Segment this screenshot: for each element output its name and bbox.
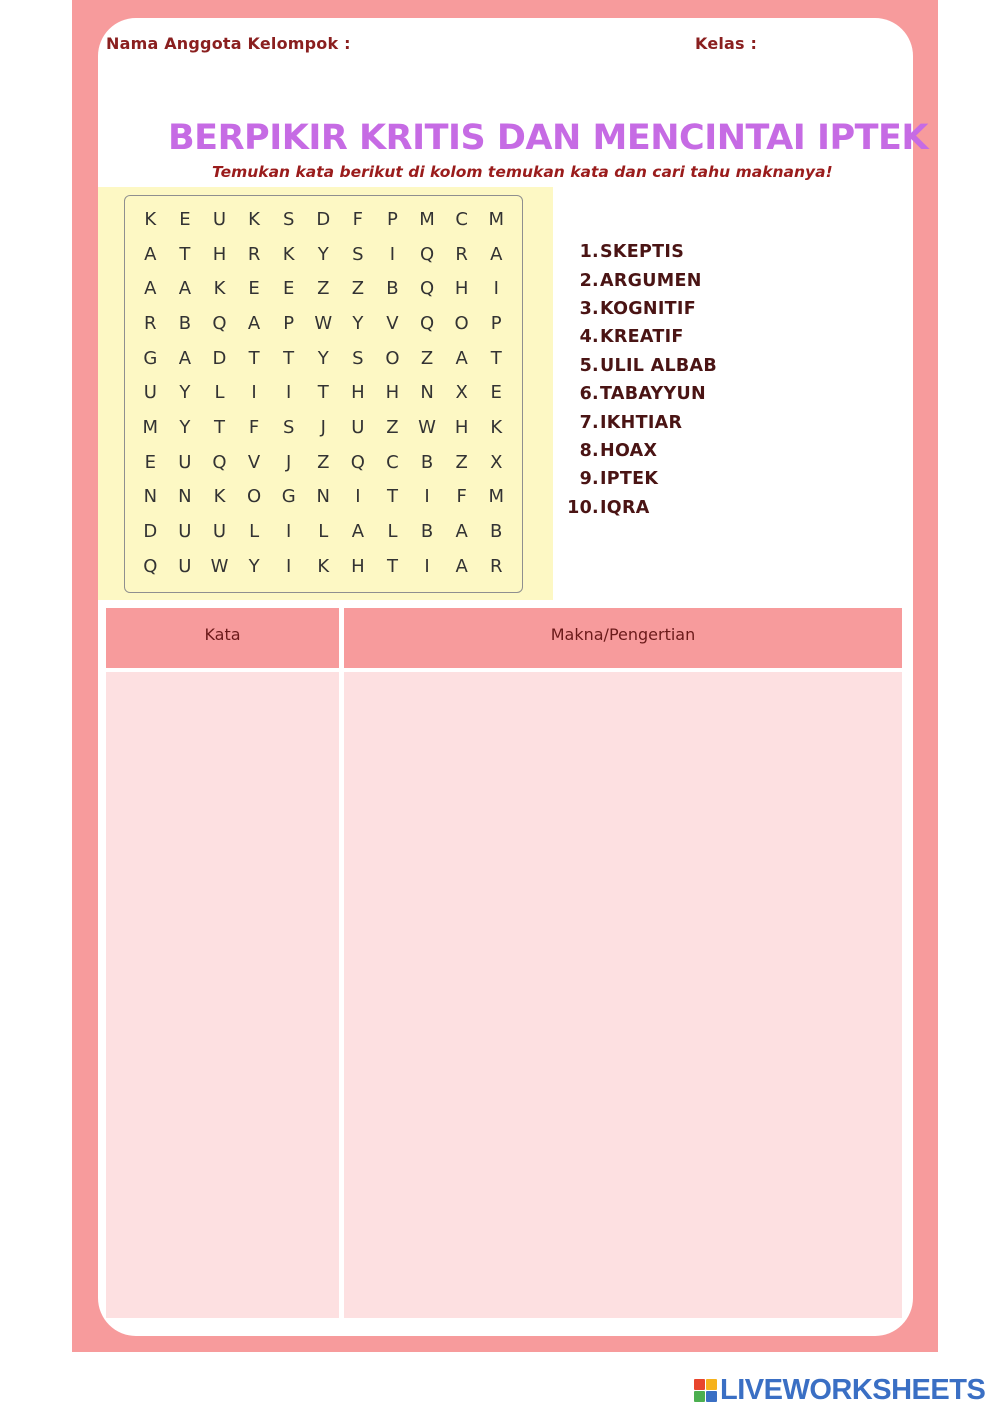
word-list-item <box>562 352 717 380</box>
puzzle-cell[interactable]: K <box>144 208 157 230</box>
column-header-meaning: Makna/Pengertian <box>344 608 902 668</box>
puzzle-cell[interactable]: A <box>455 521 468 543</box>
puzzle-cell[interactable]: W <box>210 555 229 577</box>
puzzle-cell[interactable]: B <box>178 312 192 334</box>
word-text: IKHTIAR <box>600 412 683 433</box>
puzzle-cell[interactable]: C <box>386 451 399 473</box>
puzzle-cell[interactable]: F <box>352 208 364 230</box>
logo-square <box>694 1379 705 1390</box>
puzzle-cell[interactable]: V <box>386 312 399 334</box>
puzzle-cell[interactable]: Q <box>419 243 435 265</box>
puzzle-cell[interactable]: O <box>454 312 469 334</box>
puzzle-cell[interactable]: M <box>419 208 435 230</box>
word-list-item <box>562 408 717 436</box>
puzzle-cell[interactable]: J <box>320 416 326 438</box>
puzzle-cell[interactable]: Y <box>179 382 191 404</box>
puzzle-cell[interactable]: P <box>490 312 502 334</box>
group-members-label: Nama Anggota Kelompok : <box>106 34 351 53</box>
puzzle-cell[interactable]: A <box>144 243 157 265</box>
puzzle-cell[interactable]: I <box>355 486 361 508</box>
word-list <box>562 238 717 522</box>
puzzle-cell[interactable]: Q <box>143 555 158 577</box>
puzzle-cell[interactable]: M <box>488 208 504 230</box>
puzzle-cell[interactable]: K <box>317 555 330 577</box>
word-number: 10. <box>567 497 599 518</box>
puzzle-cell[interactable]: X <box>455 382 468 404</box>
puzzle-cell[interactable]: F <box>248 416 260 438</box>
puzzle-cell[interactable]: T <box>317 382 329 404</box>
puzzle-cell[interactable]: S <box>352 243 364 265</box>
puzzle-cell[interactable]: G <box>281 486 296 508</box>
word-number: 5. <box>579 355 599 376</box>
puzzle-cell[interactable]: U <box>212 208 227 230</box>
puzzle-cell[interactable]: Z <box>420 347 434 369</box>
puzzle-cell[interactable]: I <box>424 555 430 577</box>
puzzle-cell[interactable]: U <box>143 382 157 404</box>
word-answer-cell[interactable] <box>106 672 339 1318</box>
brand-name: LIVEWORKSHEETS <box>720 1374 986 1406</box>
puzzle-cell[interactable]: K <box>248 208 260 230</box>
puzzle-cell[interactable]: E <box>282 278 295 300</box>
puzzle-cell[interactable]: Z <box>317 451 330 473</box>
puzzle-cell[interactable]: A <box>178 347 192 369</box>
puzzle-cell[interactable]: U <box>178 451 192 473</box>
puzzle-cell[interactable]: Z <box>386 416 399 438</box>
word-text: KREATIF <box>600 327 684 348</box>
word-number: 1. <box>579 242 599 263</box>
puzzle-cell[interactable]: A <box>455 555 468 577</box>
puzzle-cell[interactable]: T <box>283 347 295 369</box>
puzzle-cell[interactable]: L <box>318 521 329 543</box>
puzzle-cell[interactable]: P <box>387 208 398 230</box>
puzzle-cell[interactable]: V <box>247 451 261 473</box>
word-list-item <box>562 380 717 408</box>
puzzle-cell[interactable]: E <box>144 451 156 473</box>
puzzle-cell[interactable]: R <box>489 555 503 577</box>
word-text: ULIL ALBAB <box>600 355 718 376</box>
column-header-word: Kata <box>106 608 339 668</box>
puzzle-cell[interactable]: D <box>316 208 331 230</box>
word-number: 6. <box>579 384 599 405</box>
puzzle-cell[interactable]: D <box>212 347 227 369</box>
word-number: 8. <box>579 440 599 461</box>
puzzle-cell[interactable]: R <box>144 312 157 334</box>
puzzle-cell[interactable]: Z <box>455 451 468 473</box>
word-number: 2. <box>579 270 599 291</box>
puzzle-cell[interactable]: N <box>178 486 192 508</box>
word-list-item <box>562 295 717 323</box>
liveworksheets-logo-icon <box>694 1379 717 1402</box>
word-list-item <box>562 266 717 294</box>
puzzle-cell[interactable]: O <box>246 486 262 508</box>
puzzle-cell[interactable]: L <box>387 521 398 543</box>
puzzle-cell[interactable]: E <box>248 278 260 300</box>
puzzle-cell[interactable]: I <box>286 521 292 543</box>
puzzle-cell[interactable]: H <box>351 382 365 404</box>
puzzle-cell[interactable]: Q <box>419 312 435 334</box>
word-list-item <box>562 323 717 351</box>
puzzle-cell[interactable]: E <box>179 208 191 230</box>
puzzle-cell[interactable]: P <box>283 312 295 334</box>
puzzle-cell[interactable]: G <box>143 347 158 369</box>
puzzle-cell[interactable]: N <box>316 486 330 508</box>
puzzle-cell[interactable]: T <box>179 243 191 265</box>
word-search-grid[interactable] <box>133 202 514 584</box>
puzzle-cell[interactable]: Y <box>317 243 329 265</box>
puzzle-cell[interactable]: W <box>314 312 333 334</box>
puzzle-cell[interactable]: H <box>454 278 469 300</box>
puzzle-cell[interactable]: T <box>213 416 225 438</box>
puzzle-cell[interactable]: U <box>178 521 192 543</box>
puzzle-cell[interactable]: H <box>385 382 400 404</box>
word-text: SKEPTIS <box>600 242 685 263</box>
puzzle-cell[interactable]: Y <box>317 347 329 369</box>
puzzle-cell[interactable]: I <box>389 243 396 265</box>
puzzle-cell[interactable]: K <box>490 416 503 438</box>
puzzle-cell[interactable]: U <box>212 521 227 543</box>
puzzle-cell[interactable]: I <box>286 555 292 577</box>
puzzle-cell[interactable]: I <box>251 382 257 404</box>
puzzle-cell[interactable]: A <box>351 521 365 543</box>
puzzle-cell[interactable]: L <box>249 521 260 543</box>
word-number: 3. <box>579 298 599 319</box>
puzzle-cell[interactable]: T <box>490 347 502 369</box>
puzzle-cell[interactable]: H <box>454 416 469 438</box>
puzzle-cell[interactable]: A <box>490 243 503 265</box>
puzzle-cell[interactable]: Q <box>350 451 365 473</box>
word-number: 9. <box>579 469 599 490</box>
logo-square <box>694 1391 705 1402</box>
puzzle-cell[interactable]: U <box>178 555 192 577</box>
puzzle-cell[interactable]: S <box>282 416 295 438</box>
meaning-answer-cell[interactable] <box>344 672 902 1318</box>
puzzle-cell[interactable]: O <box>385 347 400 369</box>
puzzle-cell[interactable]: R <box>455 243 468 265</box>
puzzle-cell[interactable]: C <box>455 208 468 230</box>
puzzle-cell[interactable]: K <box>282 243 295 265</box>
puzzle-cell[interactable]: R <box>247 243 261 265</box>
worksheet-instructions: Temukan kata berikut di kolom temukan kata dan cari tahu maknanya! <box>212 163 833 181</box>
worksheet-title: BERPIKIR KRITIS DAN MENCINTAI IPTEK <box>168 118 929 158</box>
logo-square <box>706 1391 717 1402</box>
word-text: KOGNITIF <box>600 298 696 319</box>
puzzle-cell[interactable]: I <box>493 278 499 300</box>
puzzle-cell[interactable]: S <box>352 347 364 369</box>
puzzle-cell[interactable]: A <box>144 278 157 300</box>
puzzle-cell[interactable]: Y <box>248 555 260 577</box>
puzzle-cell[interactable]: B <box>420 521 434 543</box>
puzzle-cell[interactable]: B <box>490 521 503 543</box>
puzzle-cell[interactable]: Z <box>317 278 330 300</box>
word-list-item <box>562 238 717 266</box>
puzzle-cell[interactable]: E <box>490 382 502 404</box>
puzzle-cell[interactable]: B <box>386 278 399 300</box>
liveworksheets-brand <box>694 1374 985 1407</box>
puzzle-cell[interactable]: A <box>455 347 468 369</box>
puzzle-cell[interactable]: K <box>213 486 226 508</box>
puzzle-cell[interactable]: N <box>143 486 158 508</box>
puzzle-cell[interactable]: J <box>286 451 292 473</box>
puzzle-cell[interactable]: K <box>213 278 226 300</box>
word-text: IPTEK <box>600 469 659 490</box>
logo-square <box>706 1379 717 1390</box>
puzzle-cell[interactable]: A <box>247 312 261 334</box>
word-text: TABAYYUN <box>600 384 706 405</box>
word-list-item <box>562 437 717 465</box>
puzzle-cell[interactable]: H <box>212 243 227 265</box>
puzzle-cell[interactable]: S <box>282 208 295 230</box>
word-number: 7. <box>579 412 599 433</box>
puzzle-cell[interactable]: I <box>424 486 430 508</box>
puzzle-cell[interactable]: Q <box>419 278 435 300</box>
puzzle-cell[interactable]: T <box>386 555 398 577</box>
puzzle-cell[interactable]: D <box>143 521 158 543</box>
puzzle-cell[interactable]: M <box>142 416 159 438</box>
puzzle-cell[interactable]: T <box>248 347 260 369</box>
word-list-item <box>562 465 717 493</box>
puzzle-cell[interactable]: Z <box>351 278 365 300</box>
word-text: IQRA <box>600 497 650 518</box>
puzzle-cell[interactable]: L <box>214 382 225 404</box>
puzzle-cell[interactable]: Y <box>352 312 364 334</box>
puzzle-cell[interactable]: N <box>420 382 434 404</box>
puzzle-cell[interactable]: F <box>456 486 467 508</box>
puzzle-cell[interactable]: M <box>488 486 504 508</box>
word-text: HOAX <box>600 440 658 461</box>
puzzle-cell[interactable]: X <box>490 451 503 473</box>
puzzle-cell[interactable]: Q <box>212 312 227 334</box>
puzzle-cell[interactable]: A <box>178 278 192 300</box>
word-list-item <box>562 494 717 522</box>
word-number: 4. <box>579 327 599 348</box>
class-label: Kelas : <box>695 34 758 53</box>
puzzle-cell[interactable]: I <box>286 382 292 404</box>
word-text: ARGUMEN <box>600 270 702 291</box>
puzzle-cell[interactable]: U <box>351 416 365 438</box>
puzzle-cell[interactable]: Y <box>179 416 191 438</box>
puzzle-cell[interactable]: W <box>418 416 436 438</box>
puzzle-cell[interactable]: H <box>351 555 365 577</box>
puzzle-cell[interactable]: T <box>386 486 398 508</box>
puzzle-cell[interactable]: B <box>420 451 434 473</box>
puzzle-cell[interactable]: Q <box>212 451 227 473</box>
